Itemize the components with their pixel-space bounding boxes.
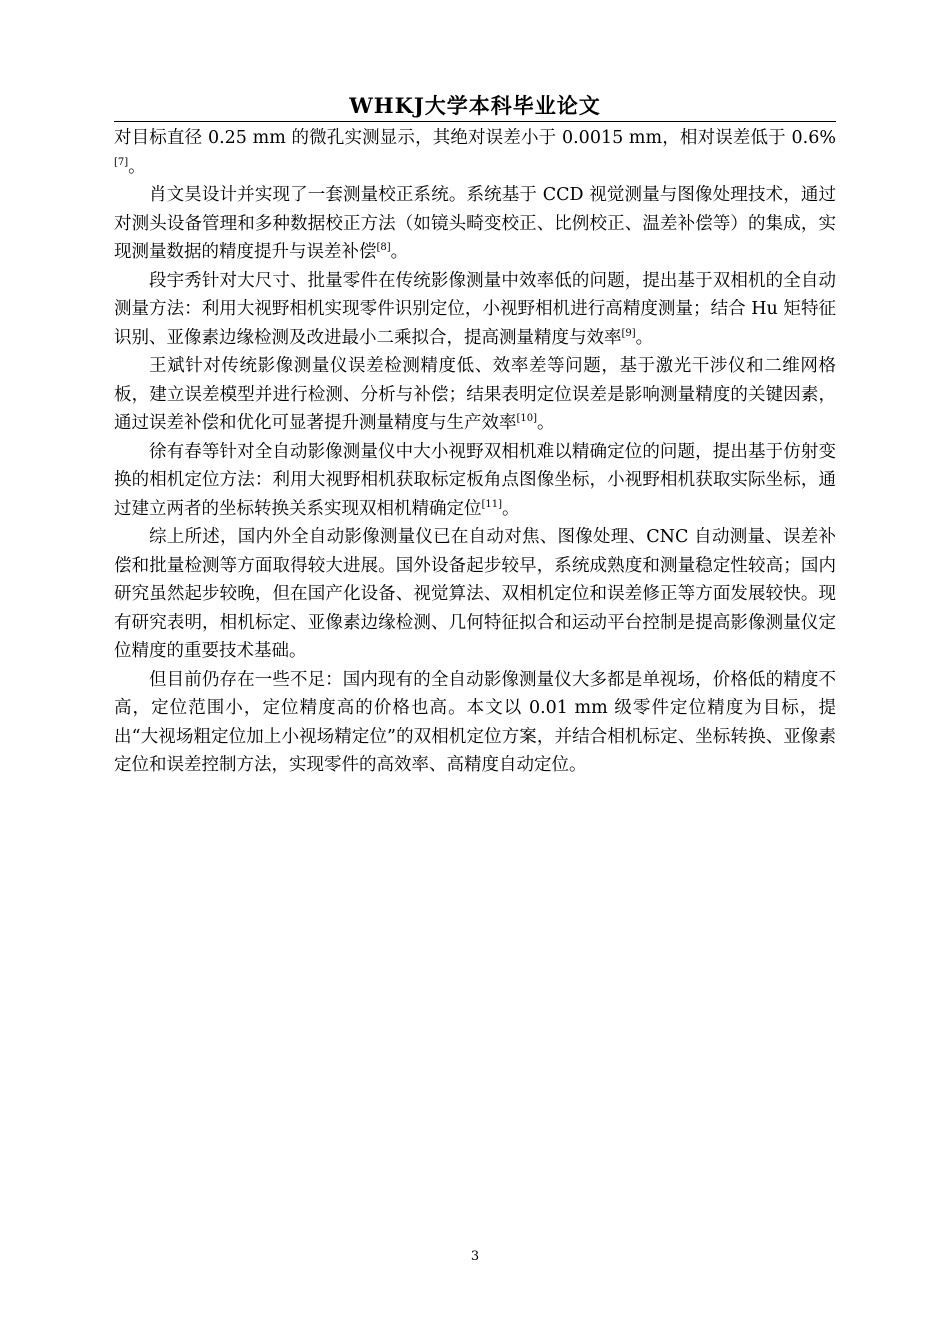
paragraph-tail: 。 xyxy=(537,413,555,433)
citation: [11] xyxy=(481,498,503,510)
paragraph xyxy=(114,352,836,438)
page-number: 3 xyxy=(470,1249,480,1264)
running-header: WHKJ大学本科毕业论文 xyxy=(349,93,601,118)
paragraph-text: 肖文昊设计并实现了一套测量校正系统。系统基于 CCD 视觉测量与图像处理技术，通过对测头设备管理和多种数据校正方法（如镜头畸变校正、比例校正、温差补偿等）的集成，实现测量数据的精度提升与误差补偿 xyxy=(114,185,836,262)
citation: [7] xyxy=(114,156,129,168)
paragraph-continued xyxy=(114,124,836,181)
paragraph-text: 综上所述，国内外全自动影像测量仪已在自动对焦、图像处理、CNC 自动测量、误差补偿和批量检测等方面取得较大进展。国外设备起步较早，系统成熟度和测量稳定性较高；国内研究虽然起步较晚，但在国产化设备、视觉算法、双相机定位和误差修正等方面发展较快。现有研究表明，相机标定、亚像素边缘检测、几何特征拟合和运动平台控制是提高影像测量仪定位精度的重要技术基础。 xyxy=(114,527,836,661)
paragraph-text: 王斌针对传统影像测量仪误差检测精度低、效率差等问题，基于激光干涉仪和二维网格板，建立误差模型并进行检测、分析与补偿；结果表明定位误差是影响测量精度的关键因素，通过误差补偿和优化可显著提升测量精度与生产效率 xyxy=(114,356,836,433)
paragraph-tail: 。 xyxy=(502,498,520,519)
citation: [9] xyxy=(621,327,636,339)
paragraph-tail: 。 xyxy=(390,242,409,262)
paragraph-text: 但目前仍存在一些不足：国内现有的全自动影像测量仪大多都是单视场，价格低的精度不高，定位范围小，定位精度高的价格也高。本文以 0.01 mm 级零件定位精度为目标，提出“大视场粗定位加上小视场精定位”的双相机定位方案，并结合相机标定、坐标转换、亚像素定位和误差控制方法，实现零件的高效率、高精度自动定位。 xyxy=(114,669,836,775)
paragraph-tail: 。 xyxy=(635,327,654,348)
paragraph xyxy=(114,523,836,666)
body-text xyxy=(114,124,836,780)
header-rule xyxy=(114,121,836,122)
paragraph xyxy=(114,438,836,524)
paragraph-text: 段宇秀针对大尺寸、批量零件在传统影像测量中效率低的问题，提出基于双相机的全自动测量方法：利用大视野相机实现零件识别定位，小视野相机进行高精度测量；结合 Hu 矩特征识别、亚像素边缘检测及改进最小二乘拟合，提高测量精度与效率 xyxy=(114,270,836,348)
paragraph xyxy=(114,267,836,353)
paragraph xyxy=(114,181,836,267)
paragraph-tail: 。 xyxy=(128,156,146,177)
citation: [8] xyxy=(376,242,391,254)
citation: [10] xyxy=(516,413,538,425)
paragraph-text: 徐有春等针对全自动影像测量仪中大小视野双相机难以精确定位的问题，提出基于仿射变换的相机定位方法：利用大视野相机获取标定板角点图像坐标，小视野相机获取实际坐标，通过建立两者的坐标转换关系实现双相机精确定位 xyxy=(114,441,836,519)
paragraph xyxy=(114,666,836,780)
paragraph-text: 对目标直径 0.25 mm 的微孔实测显示，其绝对误差小于 0.0015 mm，相对误差低于 0.6% xyxy=(114,128,836,148)
